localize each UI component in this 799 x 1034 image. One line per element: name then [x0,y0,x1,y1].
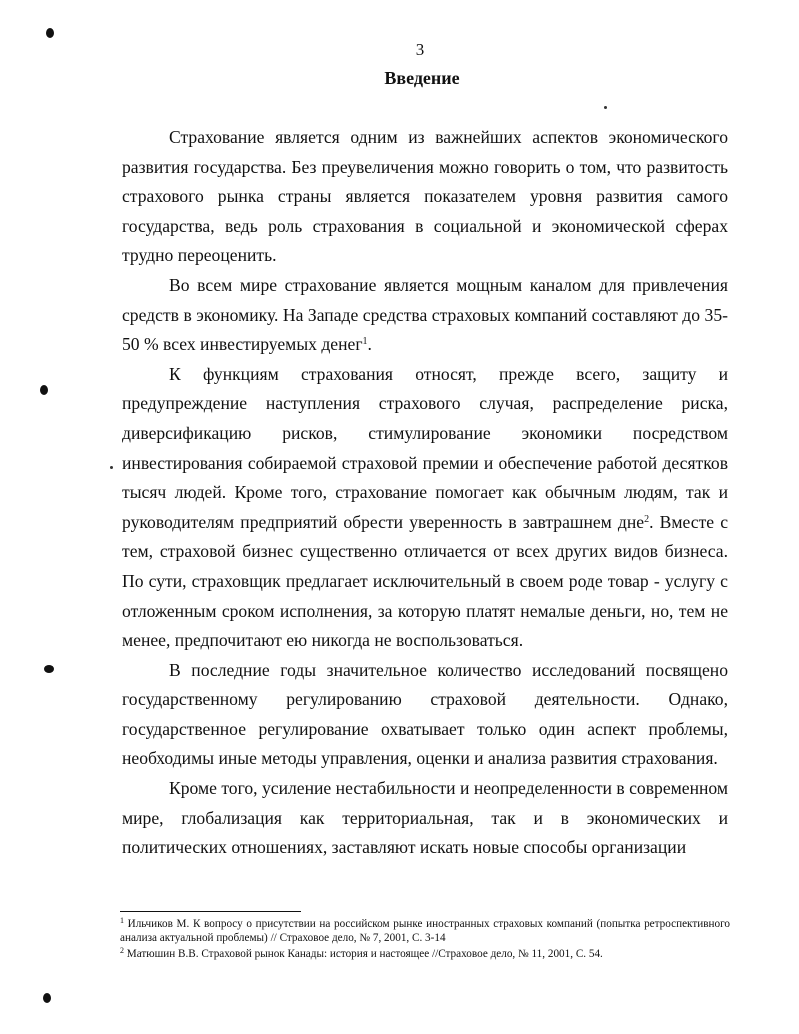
paragraph-text: В последние годы значительное количество исследований посвящено государственному регулированию страховой деятельности. Однако, государственное регулирование охватывает только один аспект проблемы, необходимы иные методы управления, оценки и анализа развития страхования. [122,659,728,769]
paragraph-text-tail: . [367,334,372,355]
footnote-ref[interactable]: 1 [362,336,368,348]
punch-hole-mark [46,28,54,38]
punch-hole-mark [44,665,54,673]
paragraph [122,271,728,360]
paragraph [122,360,728,656]
paragraph [122,774,728,863]
footnote-mark: 1 [120,916,124,925]
paragraph-text: Во всем мире страхование является мощным каналом для привлечения средств в экономику. На Западе средства страховых компаний составляют до 35-50 % всех инвестируемых денег [122,274,728,355]
footnote-separator [120,911,301,912]
footnote [120,918,730,945]
paragraph [122,123,728,271]
body-text [122,123,728,863]
paragraph [122,656,728,774]
footnote-text: Ильчиков М. К вопросу о присутствии на российском рынке иностранных страховых компаний (попытка ретроспективного анализа актуальной проблемы) // Страховое дело, № 7, 2001, С. 3-14 [120,918,730,944]
footnotes [120,918,730,965]
punch-hole-mark [40,385,48,395]
footnote [120,948,730,962]
page-number: 3 [415,40,425,59]
footnote-mark: 2 [120,946,124,956]
paragraph-text: К функциям страхования относят, прежде всего, защиту и предупреждение наступления страхового случая, распределение риска, диверсификацию рисков, стимулирование экономики посредством инвестирования собираемой страховой премии и обеспечение работой десятков тысяч людей. Кроме того, страхование помогает как обычным людям, так и руководителям предприятий обрести уверенность в завтрашнем дне [122,363,728,532]
paragraph-text-tail: . Вместе с тем, страховой бизнес существенно отличается от всех других видов бизнеса. По сути, страховщик предлагает исключительный в своем роде товар - услугу с отложенным сроком исполнения, за которую платят немалые деньги, но, тем не менее, предпочитают ею никогда не воспользоваться. [122,511,729,651]
paragraph-text: Страхование является одним из важнейших аспектов экономического развития государства. Без преувеличения можно говорить о том, что развитость страхового рынка страны является показателем уровня развития самого государства, ведь роль страхования в социальной и экономической сферах трудно переоценить. [122,127,728,266]
page-title: Введение [384,68,460,88]
scan-speck [110,466,113,469]
footnote-text: Матюшин В.В. Страховой рынок Канады: история и настоящее //Страховое дело, № 11, 2001, С. 54. [124,948,603,961]
punch-hole-mark [43,993,51,1003]
paragraph-text: Кроме того, усиление нестабильности и неопределенности в современном мире, глобализация как территориальная, так и в экономических и политических отношениях, заставляют искать новые способы организации [122,778,728,858]
scan-speck [604,106,607,109]
footnote-ref[interactable]: 2 [644,513,650,525]
